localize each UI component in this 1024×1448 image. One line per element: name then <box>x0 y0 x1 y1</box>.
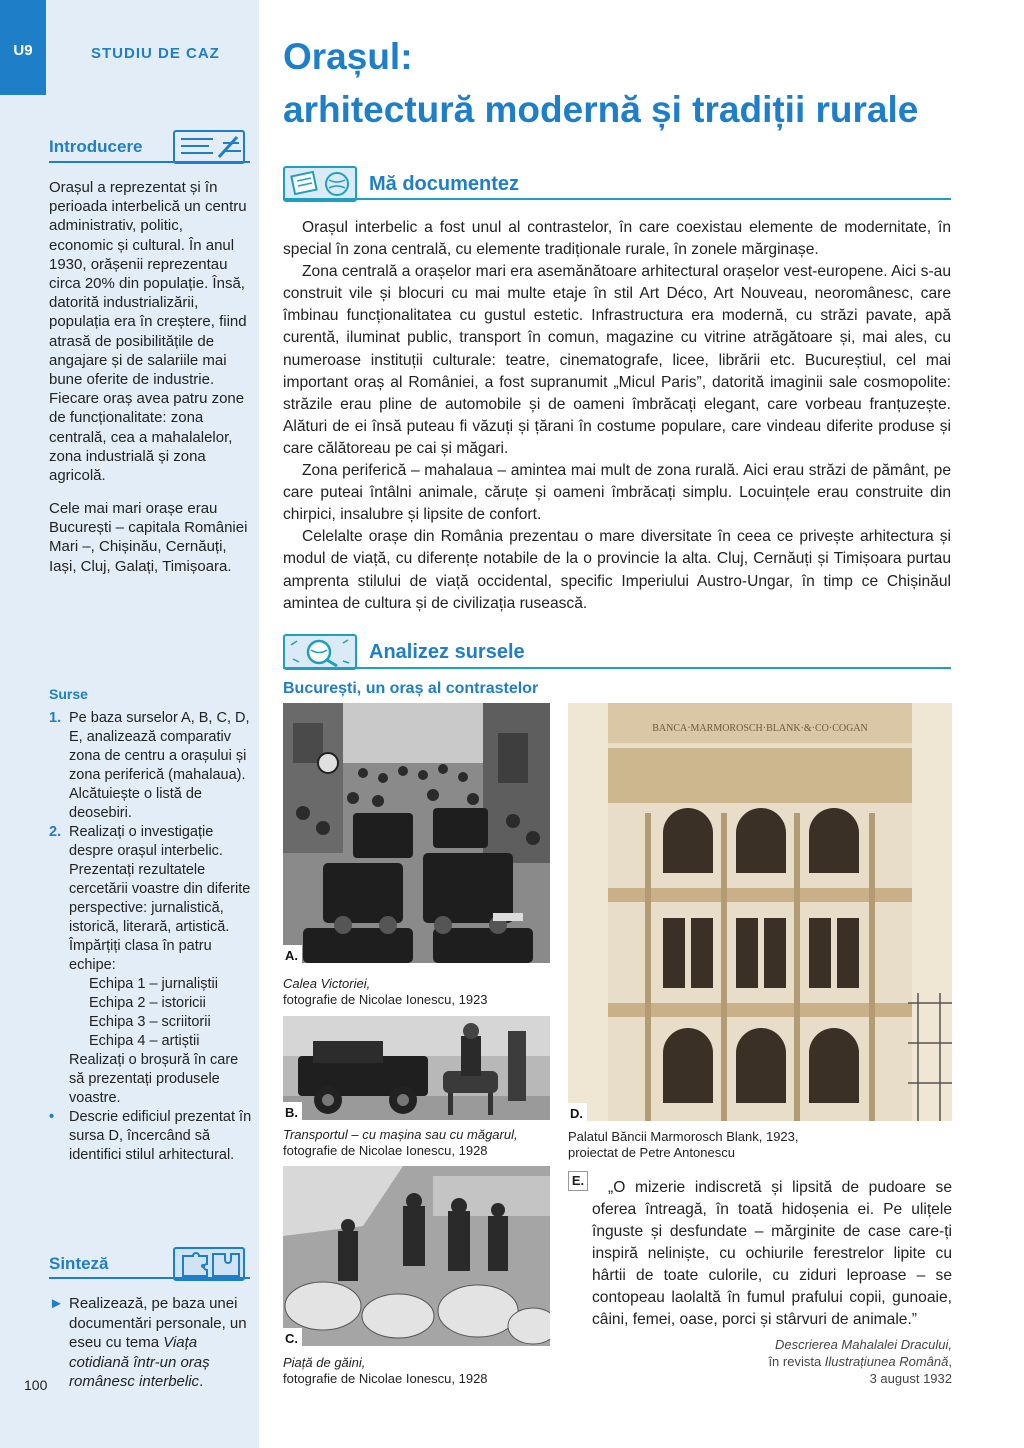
page-number: 100 <box>24 1377 48 1393</box>
caption-b <box>283 1127 518 1159</box>
sinteza-text-pre: Realizează, pe baza unei documentări personale, un eseu cu tema <box>69 1295 247 1351</box>
unit-label: U9 <box>13 42 33 59</box>
caption-a-credit: fotografie de Nicolae Ionescu, 1923 <box>283 992 488 1007</box>
documentez-heading: Mă documentez <box>369 173 520 195</box>
magnifier-globe-icon <box>283 633 357 671</box>
surse-item-2 <box>49 823 254 1108</box>
street-crowd-image <box>283 703 550 963</box>
source-letter-d: D. <box>568 1103 587 1121</box>
introducere-heading: Introducere <box>49 137 143 156</box>
page-title <box>283 30 1003 136</box>
source-letter-b: B. <box>283 1102 302 1120</box>
team-3: Echipa 3 – scriitorii <box>89 1014 211 1030</box>
arrow-icon: ► <box>49 1295 64 1312</box>
source-letter-e: E. <box>568 1171 588 1191</box>
introducere-rule <box>49 161 250 163</box>
page-title-line-1: Orașul: <box>283 36 413 77</box>
caption-a <box>283 976 488 1008</box>
caption-d-credit: proiectat de Petre Antonescu <box>568 1145 735 1160</box>
facade-inscription: BANCA·MARMOROSCH·BLANK·&·CO·COGAN <box>652 723 868 734</box>
introducere-cities: Cele mai mari orașe erau București – capitala României Mari –, Chișinău, Cernăuți, Iași, Cluj, Galați, Timișoara. <box>49 500 248 575</box>
surse-item-3 <box>49 1108 254 1165</box>
chicken-market-image <box>283 1166 550 1346</box>
photo-c-chicken-market <box>283 1166 550 1346</box>
source-e-date: 3 august 1932 <box>869 1371 952 1386</box>
source-e-citation <box>700 1336 952 1387</box>
caption-a-title: Calea Victoriei, <box>283 976 371 991</box>
introducere-text: Orașul a reprezentat și în perioada interbelică un centru administrativ, politic, economic și cultural. În anul 1930, orășenii reprezentau circa 20% din populație. Însă, datorită industrializării, populația era în creștere, fiind atrasă de posibilitățile de angajare și de salariile mai bune oferite de industrie. Fiecare oraș avea patru zone de funcționalitate: zona centrală, cea a mahalalelor, zona industrială și zona agricolă. <box>49 179 247 485</box>
source-e-citation-pre: în revista <box>768 1354 825 1369</box>
source-e-quote: „O mizerie indiscretă și lipsită de pudoare se oferea întreagă, în toată hidoșenia ei. Pe ulițele înguste și desfundate – mărginite de case care-ți inspiră neliniște, cu ochiurile ferestrelor lipite cu hârtii de toate culorile, cu ziduri leproase – se contopeau laolaltă în fumul prafului copii, gunoaie, câini, femei, oase, porci și stârvuri de animale.” <box>592 1179 952 1328</box>
documentez-rule <box>283 198 951 200</box>
sinteza-heading: Sinteză <box>49 1254 109 1273</box>
caption-c-credit: fotografie de Nicolae Ionescu, 1928 <box>283 1371 488 1386</box>
sinteza-text <box>49 1294 254 1392</box>
paragraph-1: Orașul interbelic a fost unul al contrastelor, în care coexistau elemente de modernitate, în special în zona centrală, cu elemente tradiționale rurale, în zonele mărginașe. <box>283 219 951 259</box>
source-e-magazine: Ilustrațiunea Română <box>824 1354 949 1369</box>
case-study-label: STUDIU DE CAZ <box>91 45 220 62</box>
team-1: Echipa 1 – jurnaliștii <box>89 976 218 992</box>
caption-c <box>283 1355 488 1387</box>
surse-item-2-end: Realizați o broșură în care să prezentați produsele voastre. <box>69 1052 239 1106</box>
team-4: Echipa 4 – artiștii <box>89 1033 200 1049</box>
sidebar <box>0 0 259 1448</box>
bullet: • <box>49 1109 55 1125</box>
page-title-line-2: arhitectură modernă și tradiții rurale <box>283 89 919 130</box>
caption-b-credit: fotografie de Nicolae Ionescu, 1928 <box>283 1143 488 1158</box>
bank-facade-image <box>568 703 952 1121</box>
analizez-heading: Analizez sursele <box>369 641 525 663</box>
source-e-citation-title: Descrierea Mahalalei Dracului, <box>774 1337 952 1352</box>
sinteza-rule <box>49 1277 250 1279</box>
team-2: Echipa 2 – istoricii <box>89 995 206 1011</box>
surse-title: Surse <box>49 686 88 702</box>
surse-item-text: Pe baza surselor A, B, C, D, E, analizează comparativ zona de centru a orașului și zona periferică (mahalaua). Alcătuiește o listă de deosebiri. <box>69 710 250 821</box>
paragraph-4: Celelalte orașe din România prezentau o mare diversitate în ceea ce privește arhitectura și modul de viață, cu diferențe notabile de la o provincie la alta. Cluj, Cernăuți și Timișoara purtau amprenta stilului de viață occidental, specific Imperiului Austro-Ungar, în timp ce Chișinăul amintea de cultura și de civilizația rusească. <box>283 528 951 612</box>
sinteza-text-post: . <box>199 1373 204 1390</box>
surse-item-1 <box>49 709 254 823</box>
analizez-rule <box>283 667 951 669</box>
surse-list <box>49 709 254 1165</box>
gallery-subtitle: București, un oraș al contrastelor <box>283 680 539 697</box>
source-letter-c: C. <box>283 1328 302 1346</box>
photo-b-transport <box>283 1016 550 1120</box>
surse-item-number: 2. <box>49 824 62 840</box>
caption-d <box>568 1129 799 1161</box>
surse-item-number: 1. <box>49 710 62 726</box>
car-donkey-image <box>283 1016 550 1120</box>
surse-item-text: Realizați o investigație despre orașul interbelic. Prezentați rezultatele cercetării voastre din diferite perspective: jurnalistică, istorică, literară, artistică. Împărțiți clasa în patru echipe: <box>69 824 251 973</box>
unit-badge <box>0 0 46 95</box>
caption-b-title: Transportul – cu mașina sau cu măgarul, <box>283 1127 518 1142</box>
source-letter-a: A. <box>283 945 302 963</box>
source-e-citation-post: , <box>948 1354 952 1369</box>
sinteza-essay-topic: Viața cotidiană într-un oraș românesc interbelic <box>69 1334 210 1390</box>
caption-d-title: Palatul Băncii Marmorosch Blank, 1923, <box>568 1129 799 1144</box>
notebook-pen-icon <box>173 129 247 165</box>
surse-item-text: Descrie edificiul prezentat în sursa D, încercând să identifici stilul arhitectural. <box>69 1109 252 1163</box>
photo-a-calea-victoriei <box>283 703 550 963</box>
paragraph-2: Zona centrală a orașelor mari era asemănătoare arhitectural orașelor vest-europene. Aici s-au construit vile și blocuri cu mai multe etaje în stil Art Déco, Art Nouveau, neoromânesc, care îmbinau funcționalitatea cu gustul estetic. Infrastructura era modernă, cu străzi pavate, apă curentă, iluminat public, transport în comun, magazine cu vitrine atrăgătoare și, mai ales, cu numeroase instituții culturale: teatre, cinematografe, licee, librării etc. Bucureștiul, cel mai important oraș al României, a fost supranumit „Micul Paris”, datorită imaginii sale cosmopolite: străzile erau pline de automobile și de oameni îmbrăcați elegant, care vorbeau franțuzește. Alături de ei însă puteau fi văzuți și țărani în costume populare, care vindeau diferite produse și care călătoreau pe cai și măgari. <box>283 263 951 457</box>
documentez-text <box>283 217 951 615</box>
caption-c-title: Piață de găini, <box>283 1355 366 1370</box>
paragraph-3: Zona periferică – mahalaua – amintea mai mult de zona rurală. Aici erau străzi de pământ, pe care puteai întâlni animale, căruțe și oameni îmbrăcați simplu. Locuințele erau construite din chirpici, insalubre și lipsite de confort. <box>283 462 951 524</box>
photo-d-bank-palace <box>568 703 952 1121</box>
